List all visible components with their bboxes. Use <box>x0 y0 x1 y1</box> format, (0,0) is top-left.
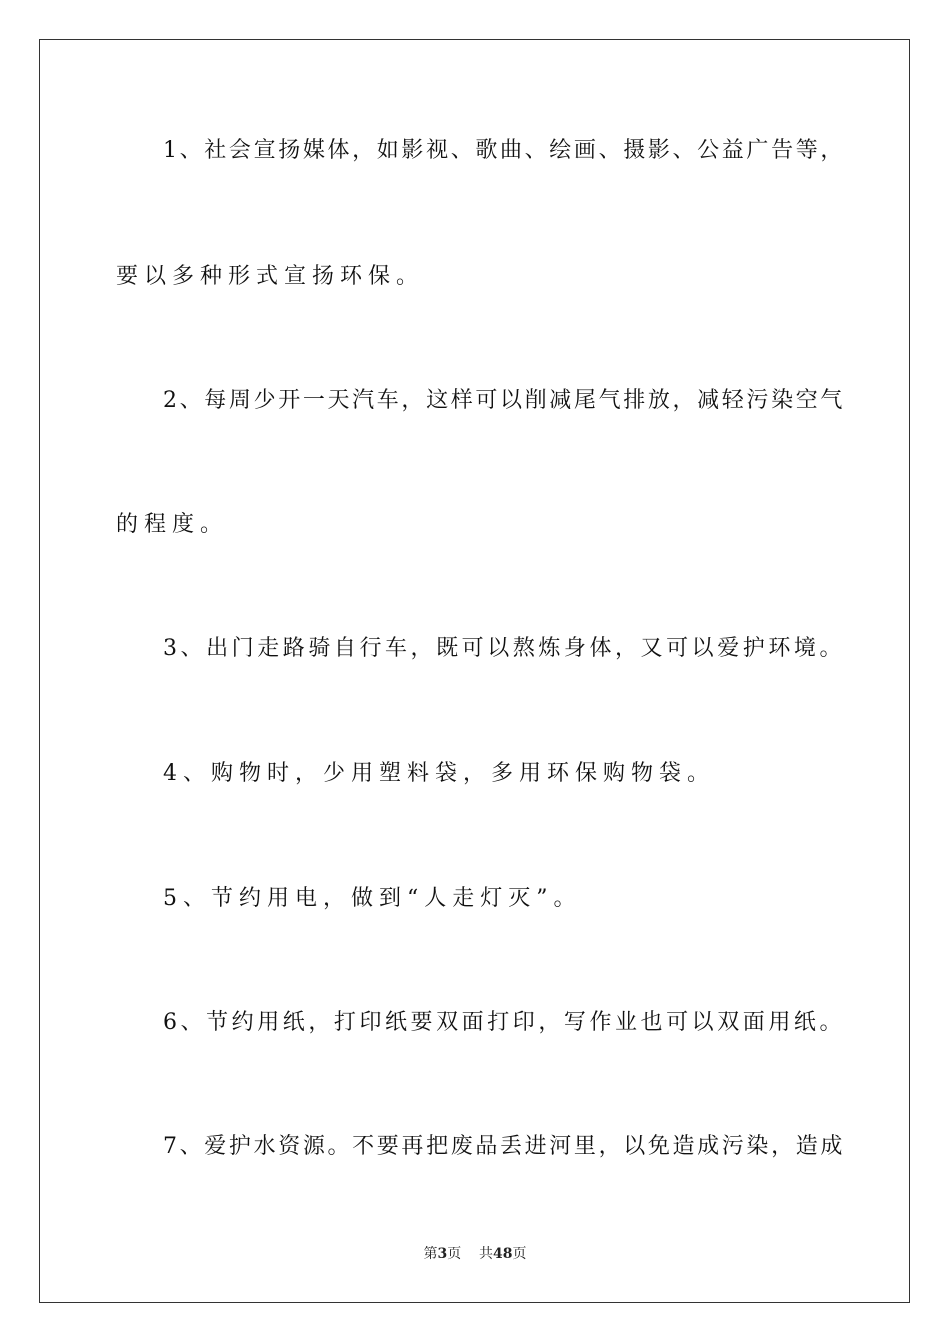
paragraph-2-line-1: 2、每周少开一天汽车，这样可以削减尾气排放，减轻污染空气 <box>163 388 845 413</box>
footer-total-suffix: 页 <box>512 1246 527 1262</box>
page-footer <box>0 1244 950 1264</box>
paragraph-2-line-2: 的程度。 <box>116 512 229 537</box>
page-frame <box>39 39 910 1303</box>
footer-page-number: 3 <box>437 1246 448 1262</box>
footer-page-suffix: 页 <box>447 1246 462 1262</box>
paragraph-3: 3、出门走路骑自行车，既可以熬炼身体，又可以爱护环境。 <box>163 636 845 661</box>
paragraph-4: 4、购物时，少用塑料袋，多用环保购物袋。 <box>163 761 715 786</box>
paragraph-1-line-1: 1、社会宣扬媒体，如影视、歌曲、绘画、摄影、公益广告等， <box>163 138 845 163</box>
footer-total-prefix: 共 <box>479 1246 494 1262</box>
footer-page-prefix: 第 <box>423 1246 438 1262</box>
footer-total-number: 48 <box>493 1246 513 1262</box>
paragraph-5: 5、节约用电，做到“人走灯灭”。 <box>163 886 582 911</box>
paragraph-7: 7、爱护水资源。不要再把废品丢进河里，以免造成污染，造成 <box>163 1134 845 1159</box>
paragraph-1-line-2: 要以多种形式宣扬环保。 <box>116 264 425 289</box>
paragraph-6: 6、节约用纸，打印纸要双面打印，写作业也可以双面用纸。 <box>163 1010 845 1035</box>
